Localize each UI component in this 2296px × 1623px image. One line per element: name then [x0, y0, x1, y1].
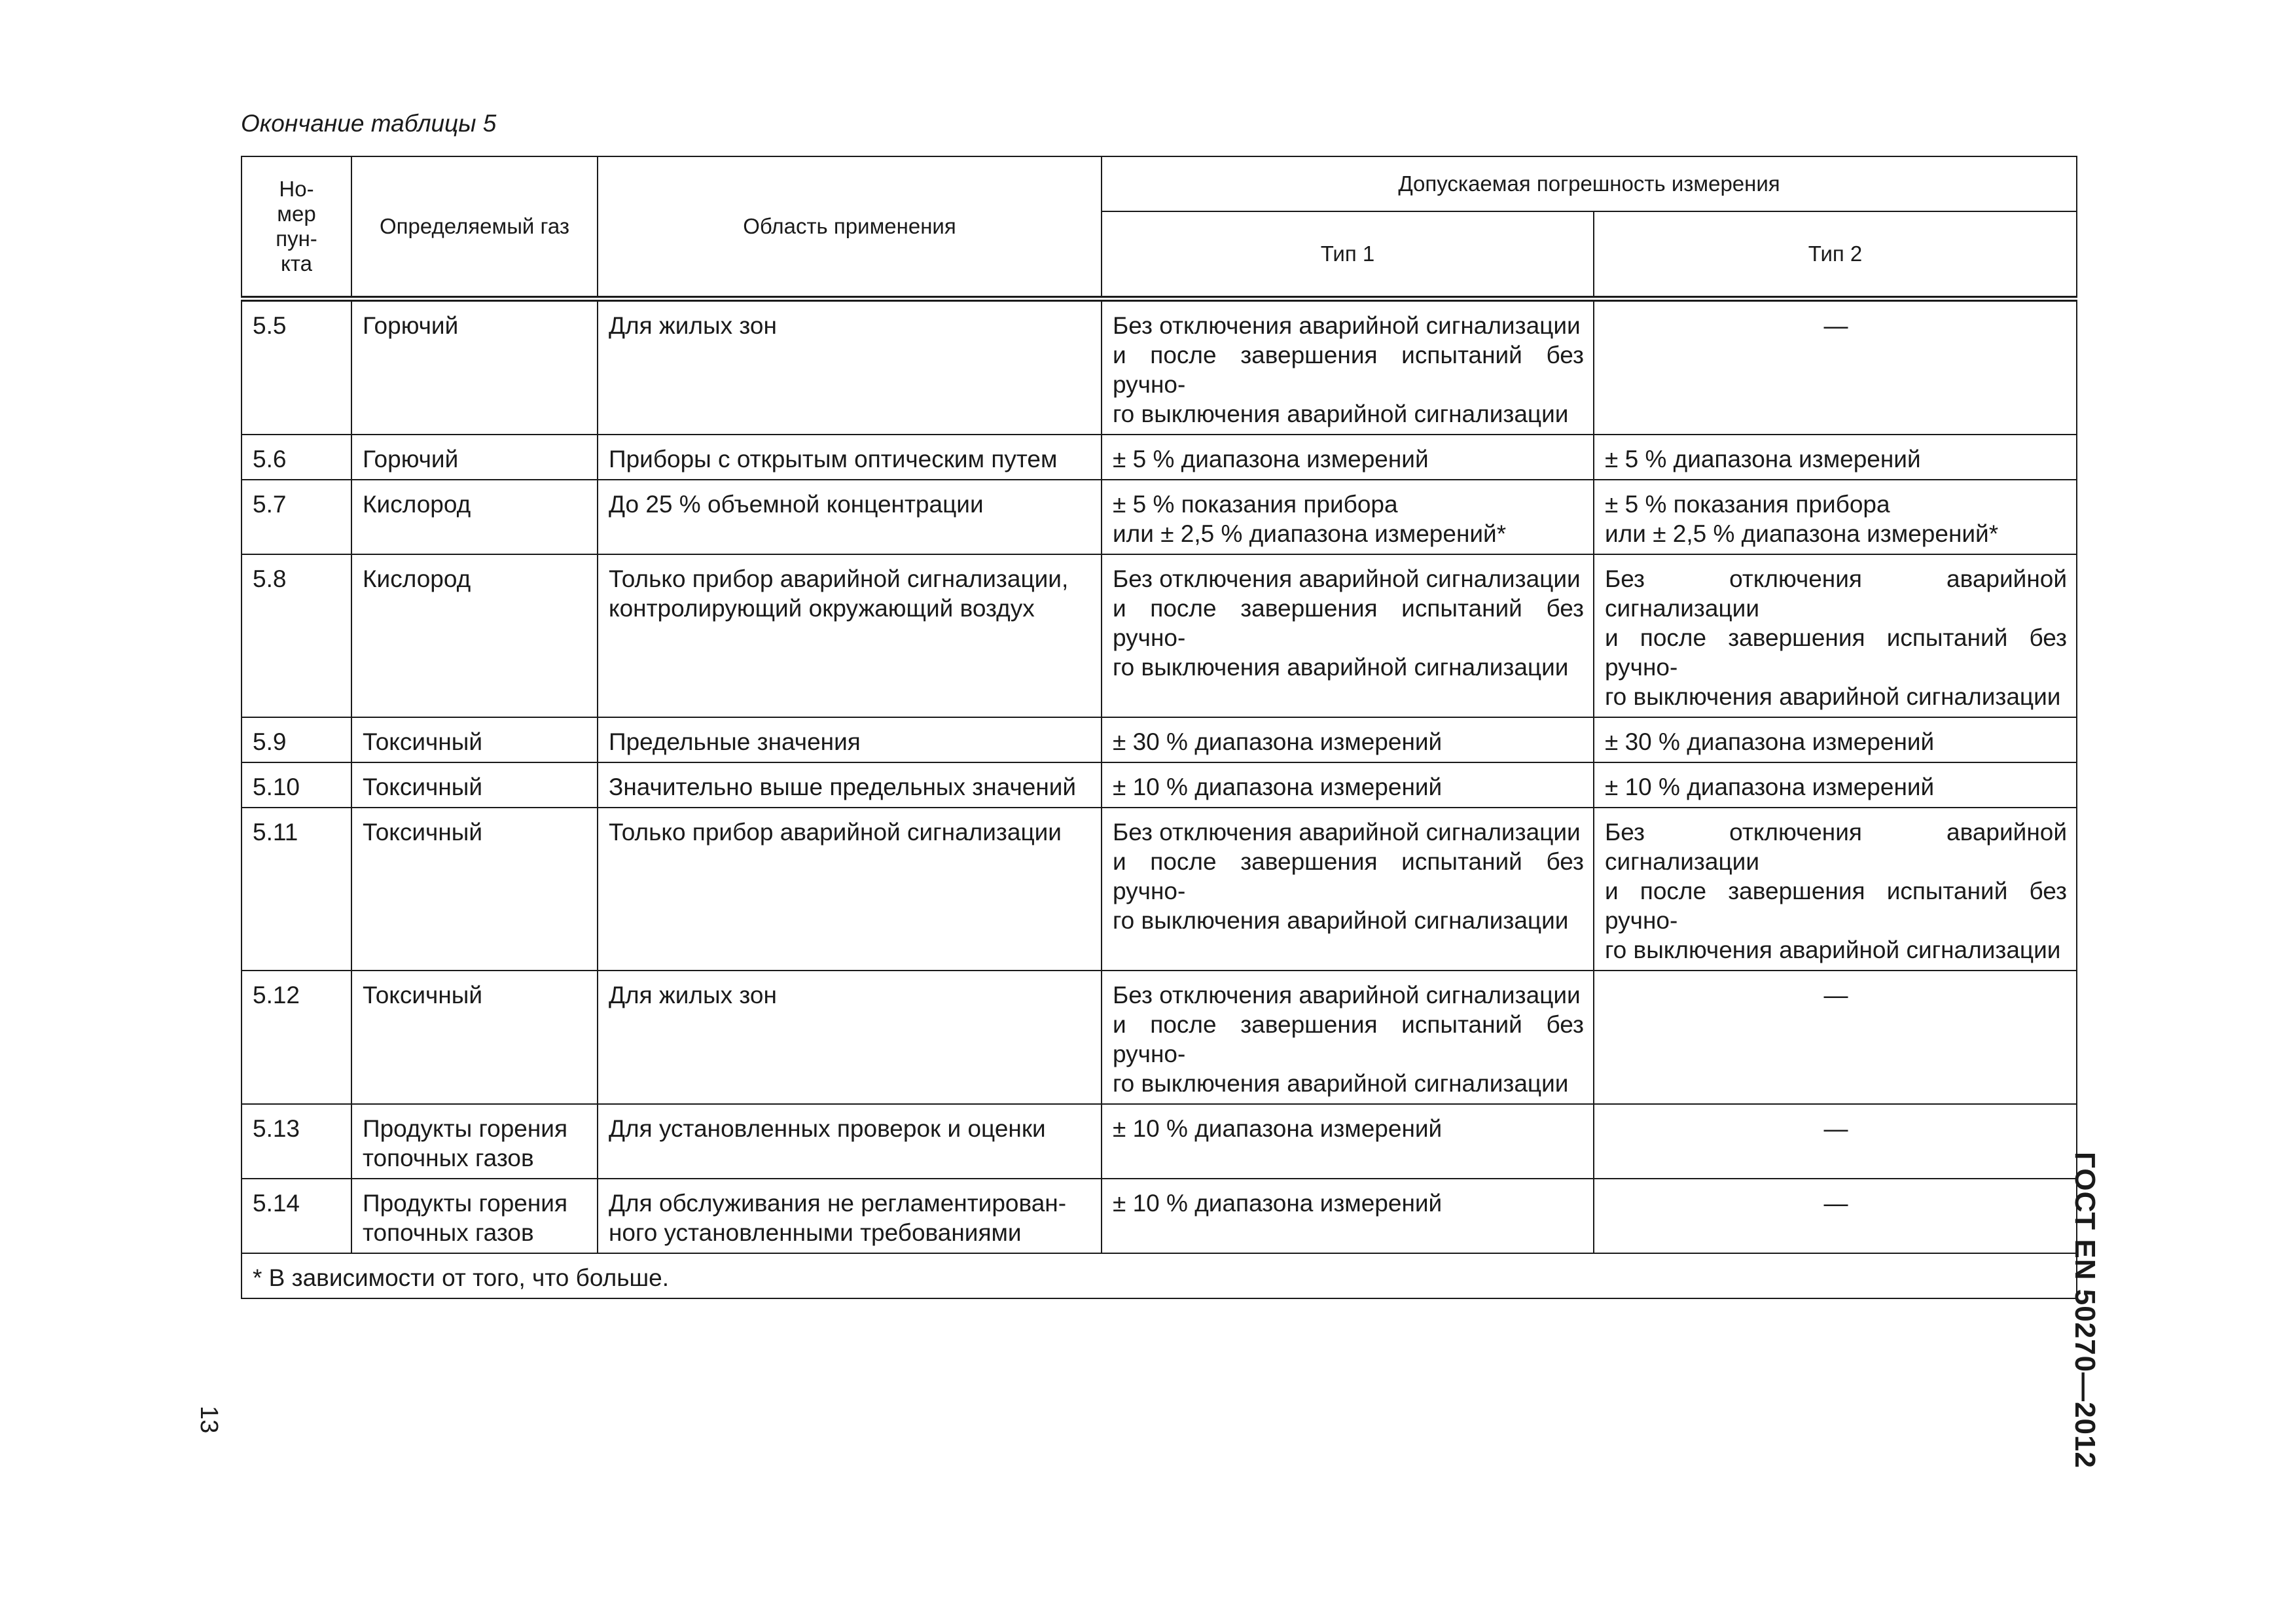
- cell-line: —: [1823, 1190, 1848, 1217]
- cell-type2: [1594, 554, 2077, 717]
- cell-area: [598, 1104, 1102, 1179]
- cell-type1: [1102, 762, 1594, 808]
- cell-line: ± 5 % показания прибора: [1605, 491, 1890, 518]
- cell-line: Только прибор аварийной сигнализации,: [609, 565, 1069, 592]
- cell-line: Токсичный: [363, 728, 483, 755]
- cell-type2: [1594, 717, 2077, 762]
- cell-item-number: 5.8: [242, 554, 351, 717]
- cell-line: и после завершения испытаний без ручно-: [1113, 848, 1584, 904]
- cell-line: ± 10 % диапазона измерений: [1605, 774, 1935, 800]
- cell-line: Для обслуживания не регламентирован-: [609, 1190, 1067, 1217]
- cell-type1: [1102, 808, 1594, 971]
- cell-line: Без отключения аварийной сигнализации: [1605, 819, 2068, 875]
- cell-type2: [1594, 971, 2077, 1104]
- cell-area: [598, 299, 1102, 435]
- cell-type1: [1102, 717, 1594, 762]
- cell-area: [598, 808, 1102, 971]
- cell-line: Токсичный: [363, 982, 483, 1008]
- cell-line: топочных газов: [363, 1219, 534, 1246]
- cell-item-number: 5.5: [242, 299, 351, 435]
- table-row: [242, 435, 2077, 480]
- cell-line: Только прибор аварийной сигнализации: [609, 819, 1062, 846]
- cell-area: [598, 971, 1102, 1104]
- cell-line: Кислород: [363, 565, 471, 592]
- cell-gas: [351, 554, 598, 717]
- cell-type1: [1102, 480, 1594, 554]
- cell-line: Без отключения аварийной сигнализации: [1113, 819, 1581, 846]
- cell-line: го выключения аварийной сигнализации: [1605, 936, 2061, 963]
- table-row: [242, 762, 2077, 808]
- header-area: Область применения: [598, 156, 1102, 299]
- cell-line: ± 5 % показания прибора: [1113, 491, 1398, 518]
- cell-item-number: 5.7: [242, 480, 351, 554]
- cell-line: Кислород: [363, 491, 471, 518]
- table-row: [242, 1179, 2077, 1253]
- cell-type2: [1594, 1179, 2077, 1253]
- cell-line: ± 10 % диапазона измерений: [1113, 1115, 1443, 1142]
- cell-line: До 25 % объемной концентрации: [609, 491, 984, 518]
- cell-area: [598, 554, 1102, 717]
- cell-line: Для жилых зон: [609, 312, 777, 339]
- cell-line: и после завершения испытаний без ручно-: [1113, 342, 1584, 398]
- cell-gas: [351, 808, 598, 971]
- cell-type2: [1594, 1104, 2077, 1179]
- cell-type1: [1102, 1179, 1594, 1253]
- cell-item-number: 5.11: [242, 808, 351, 971]
- cell-line: Горючий: [363, 312, 459, 339]
- cell-item-number: 5.13: [242, 1104, 351, 1179]
- cell-type1: [1102, 299, 1594, 435]
- cell-type1: [1102, 1104, 1594, 1179]
- cell-line: Без отключения аварийной сигнализации: [1113, 565, 1581, 592]
- cell-line: Без отключения аварийной сигнализации: [1113, 982, 1581, 1008]
- cell-line: контролирующий окружающий воздух: [609, 595, 1035, 622]
- header-gas: Определяемый газ: [351, 156, 598, 299]
- cell-gas: [351, 971, 598, 1104]
- cell-line: го выключения аварийной сигнализации: [1113, 1070, 1569, 1097]
- cell-line: ± 30 % диапазона измерений: [1113, 728, 1443, 755]
- cell-area: [598, 762, 1102, 808]
- header-type1: Тип 1: [1102, 211, 1594, 299]
- cell-area: [598, 480, 1102, 554]
- cell-line: Без отключения аварийной сигнализации: [1113, 312, 1581, 339]
- cell-line: Приборы с открытым оптическим путем: [609, 446, 1058, 473]
- cell-area: [598, 435, 1102, 480]
- cell-item-number: 5.10: [242, 762, 351, 808]
- header-item-number: Но- мер пун- кта: [242, 156, 351, 299]
- header-type2: Тип 2: [1594, 211, 2077, 299]
- cell-line: го выключения аварийной сигнализации: [1113, 654, 1569, 681]
- cell-line: Токсичный: [363, 774, 483, 800]
- cell-line: ± 5 % диапазона измерений: [1605, 446, 1921, 473]
- document-designation: ГОСТ EN 50270—2012: [2069, 1152, 2101, 1469]
- cell-line: Без отключения аварийной сигнализации: [1605, 565, 2068, 622]
- cell-line: и после завершения испытаний без ручно-: [1605, 878, 2068, 934]
- cell-type2: [1594, 762, 2077, 808]
- cell-gas: [351, 762, 598, 808]
- cell-line: —: [1823, 982, 1848, 1008]
- cell-gas: [351, 717, 598, 762]
- cell-line: и после завершения испытаний без ручно-: [1113, 1011, 1584, 1067]
- cell-type2: [1594, 299, 2077, 435]
- data-table: [241, 156, 2077, 1299]
- cell-line: —: [1823, 1115, 1848, 1142]
- cell-line: Для установленных проверок и оценки: [609, 1115, 1046, 1142]
- cell-gas: [351, 1104, 598, 1179]
- cell-area: [598, 1179, 1102, 1253]
- cell-line: Значительно выше предельных значений: [609, 774, 1077, 800]
- table-caption: Окончание таблицы 5: [241, 110, 497, 137]
- table-row: [242, 717, 2077, 762]
- cell-line: го выключения аварийной сигнализации: [1605, 683, 2061, 710]
- cell-line: Для жилых зон: [609, 982, 777, 1008]
- cell-line: или ± 2,5 % диапазона измерений*: [1113, 520, 1507, 547]
- table-row: [242, 1104, 2077, 1179]
- table-row: [242, 299, 2077, 435]
- cell-type1: [1102, 554, 1594, 717]
- cell-type2: [1594, 480, 2077, 554]
- cell-line: Токсичный: [363, 819, 483, 846]
- cell-item-number: 5.14: [242, 1179, 351, 1253]
- cell-line: Продукты горения: [363, 1115, 568, 1142]
- cell-line: и после завершения испытаний без ручно-: [1113, 595, 1584, 651]
- cell-type2: [1594, 808, 2077, 971]
- cell-line: ± 5 % диапазона измерений: [1113, 446, 1429, 473]
- cell-item-number: 5.12: [242, 971, 351, 1104]
- cell-item-number: 5.9: [242, 717, 351, 762]
- cell-gas: [351, 435, 598, 480]
- cell-type1: [1102, 435, 1594, 480]
- table-row: [242, 480, 2077, 554]
- cell-area: [598, 717, 1102, 762]
- table-body: [242, 299, 2077, 1254]
- cell-line: Продукты горения: [363, 1190, 568, 1217]
- cell-line: ± 10 % диапазона измерений: [1113, 774, 1443, 800]
- cell-line: ± 10 % диапазона измерений: [1113, 1190, 1443, 1217]
- cell-line: Предельные значения: [609, 728, 861, 755]
- page-number: 13: [195, 1406, 223, 1434]
- cell-line: ± 30 % диапазона измерений: [1605, 728, 1935, 755]
- cell-line: топочных газов: [363, 1145, 534, 1171]
- table-row: [242, 554, 2077, 717]
- cell-gas: [351, 299, 598, 435]
- cell-line: го выключения аварийной сигнализации: [1113, 401, 1569, 427]
- header-error-group: Допускаемая погрешность измерения: [1102, 156, 2077, 211]
- cell-line: или ± 2,5 % диапазона измерений*: [1605, 520, 1999, 547]
- cell-line: ного установленными требованиями: [609, 1219, 1022, 1246]
- footnote: * В зависимости от того, что больше.: [242, 1253, 2077, 1298]
- cell-type2: [1594, 435, 2077, 480]
- cell-gas: [351, 1179, 598, 1253]
- cell-type1: [1102, 971, 1594, 1104]
- cell-gas: [351, 480, 598, 554]
- table-row: [242, 808, 2077, 971]
- cell-item-number: 5.6: [242, 435, 351, 480]
- cell-line: и после завершения испытаний без ручно-: [1605, 624, 2068, 681]
- cell-line: Горючий: [363, 446, 459, 473]
- cell-line: го выключения аварийной сигнализации: [1113, 907, 1569, 934]
- table-row: [242, 971, 2077, 1104]
- cell-line: —: [1823, 312, 1848, 339]
